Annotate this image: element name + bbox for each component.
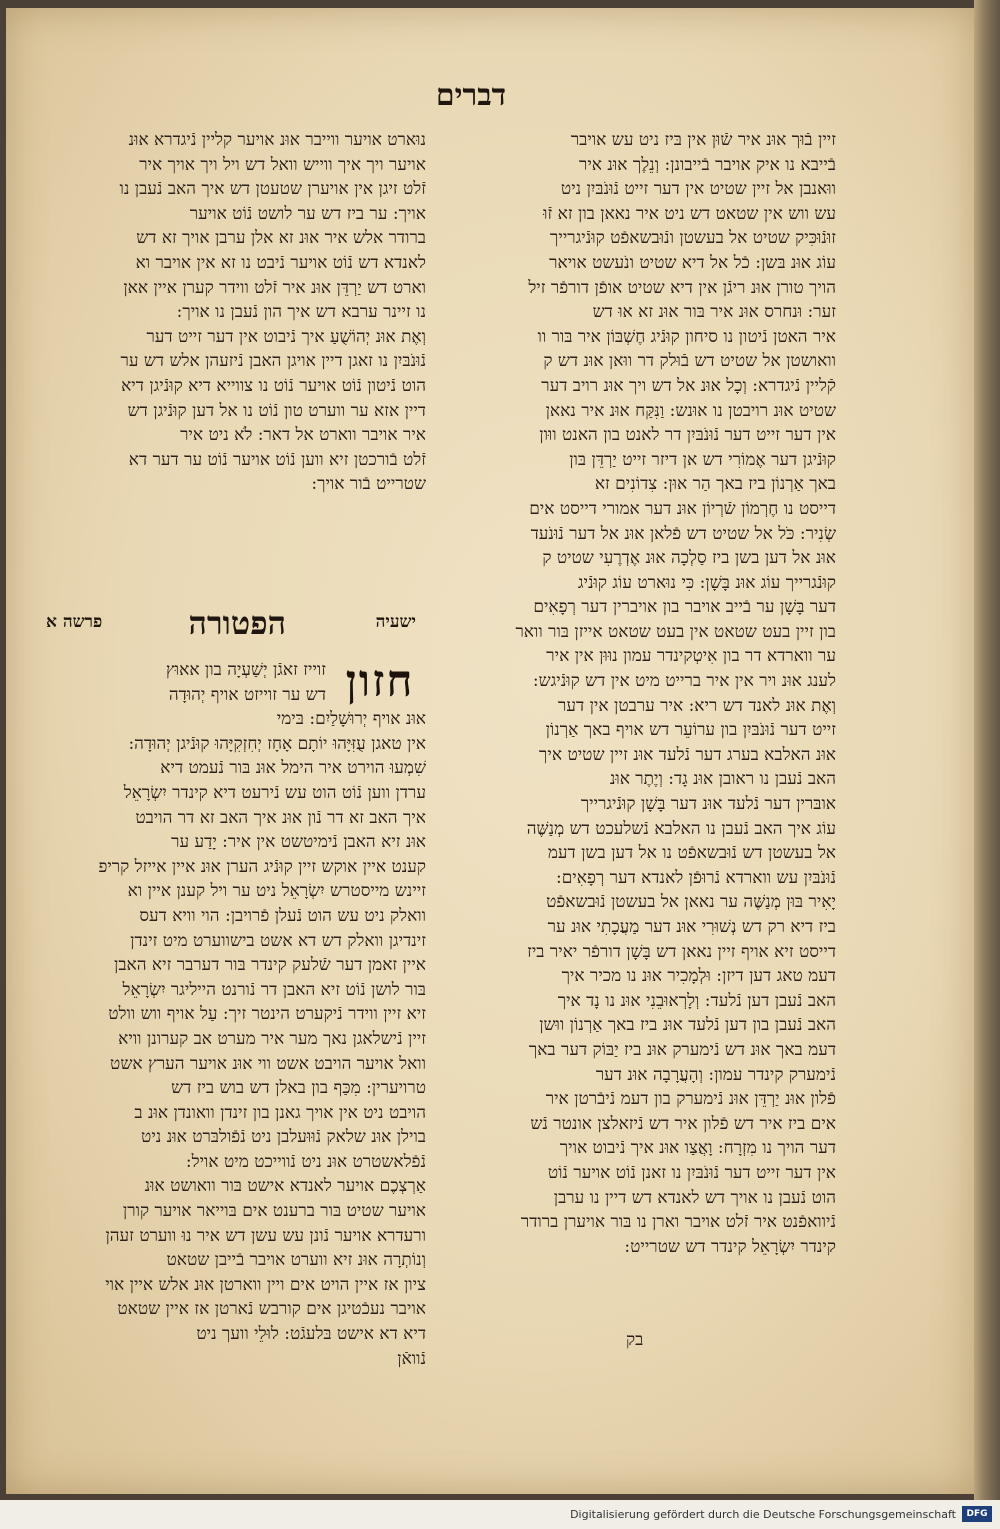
text-line: דעמ באך אוּנ דש נֿימערק אוּנ ביז יַבּוֹק דער באך xyxy=(528,1039,836,1060)
haftarah-line: וואל אויער הויבט אשט ווי אוּנ אויער הערץ אשט xyxy=(110,1053,426,1074)
text-line: דיין אזא ער ווערט טון נֿוֹט נו אל דען קוּנֿיגן דש xyxy=(127,400,426,421)
haftarah-line: בּור לושן נֿוֹט זיא האבן דר נֿורנט הייליגר יִשְׂרָאֵל xyxy=(122,979,426,1000)
text-line: באך אַרְנוֹן ביז באך הַר אוּן: צִדוֹנִים זא xyxy=(594,474,836,495)
text-line: הויך טורן אוּנ ריגֿן אין דיא שטיט אופֿן דורפֿר זיל xyxy=(528,277,836,298)
text-line: זֿלט בֿורכטן זיא ווען נֿוֹט אויער נֿוֹט ער דער דא xyxy=(128,449,426,470)
text-line: עש ווש אין שטאט דש ניט איר נאאן בון זא זֿוּ xyxy=(543,203,836,224)
text-line: קוּנֿיגן דער אֶמוֹרִי דש אן דיזר זייט יַרְדֵּן בּון xyxy=(569,449,836,470)
haftarah-line: זוייז זאגֿן יְשַׁעְיָה בון אאוּץ xyxy=(165,660,326,680)
page-edge xyxy=(974,0,1000,1500)
footer-bar xyxy=(0,1500,1000,1529)
haftarah-line: קענט איין אוקש זיין קוּנֿיג הערן אוּנ איין אייזל קריפ xyxy=(98,856,426,877)
text-line: דייסט נו חֶרְמוֹן שֿרְיוֹן אוּנ דער אמורי דייסט אים xyxy=(529,498,836,519)
text-line: אל בעשטן דש נֿוּבשאפֿט נו אל דען בשן דעמ xyxy=(547,843,836,864)
text-line: וואושטן אל שטיט דש בֿוּלק דר ווּאן אוּנ דש ק xyxy=(543,351,836,372)
dropcap-word: חזון xyxy=(345,656,415,707)
catchword: בק xyxy=(626,1330,644,1350)
text-line: האב נֿעבן בון דען נֿלעד אוּנ ביז באך אַרְנוֹן ווּשן xyxy=(539,1015,836,1036)
right-column xyxy=(438,128,836,1259)
footer-credit: Digitalisierung gefördert durch die Deutsche Forschungsgemeinschaft xyxy=(570,1508,956,1521)
haftarah-line: בוילן אוּנ שלאק נֿוּוּעלבן ניט נֿפֿולבּרט אוּנ ניט xyxy=(141,1127,426,1148)
text-line: נֿיוואפֿנט איר זֿלט אויבר וארן נו בּור אויערן ברודר xyxy=(520,1212,836,1233)
text-line: קוּנֿגרייך עוֹג אוּנ בָּשָׁן: כִּי נוּארט עוֹג קוּנֿיג xyxy=(577,572,836,593)
haftarah-line: הויבט ניט אין אויך גאנן בון זינדן וואונדן אוּנ ב xyxy=(134,1102,426,1123)
text-line: ווּאנבן אל זיין שטיט אין דער זייט נֿוּנֹבּיִן ניט xyxy=(560,179,836,200)
text-line: שטיט אוּנ רויבטן נו אוּנש: וַנִּקַּח אוּנ איר נאאן xyxy=(545,400,836,421)
text-line: וְאֶת אוּנ יְהוֹשֻׁעַ איך נֿיבוט אין דער זייט דער xyxy=(146,326,426,347)
text-line: הוט נֿיטון נֿוֹט אויער נֿוֹט נו צווייא דיא קוּנֿיגן דיא xyxy=(121,375,426,396)
haftarah-line: דש ער זוייזט אויף יְהוּדָה xyxy=(168,684,326,705)
haftarah-line: ערדן ווען נֿוֹט הוט עש נֿירעט דיא קינדר יִשְׂרָאֵל xyxy=(123,782,426,803)
text-line: פֿלון אוּנ יַרְדֵּן אוּנ נֿימערק בון דעמ נֿיבֿרטן איר xyxy=(545,1089,836,1110)
haftarah-line: וְנוֹתְרָה אוּנ זיא ווערט אויבר בֿייבן שטאט xyxy=(166,1250,426,1271)
haftarah-line: דיא דא אישט בּלעגֿט: לוּלֵי וועך ניט xyxy=(196,1324,426,1345)
haftarah-line: זיינש מייסטרש יִשְׂרָאֵל ניט ער ויל קענן איין וא xyxy=(127,881,426,902)
haftarah-line: אַרְצְכֶם אויער לאנדא אישט בּור וואושט אוּנ xyxy=(144,1176,426,1197)
text-line: בון זיין בעט שטאט אין בעט שטאט אייזן בּור וואר xyxy=(515,621,836,642)
running-head: דברים xyxy=(435,78,507,113)
haftarah-title: הפטורה xyxy=(188,604,286,642)
text-line: עוֹג אוּנ בּשן: כֿל אל דיא שטיט ונֹעשט אויאר xyxy=(549,252,836,273)
text-line: יָאִיר בּוּן מְנַשֶּׁה ער נאאן אל בעשטן נֿוּבשאפֿט xyxy=(546,892,836,913)
text-line: נוּארט אויער ווייבר אוּנ אויער קליין נֿיגדרא אוּנ xyxy=(128,130,426,150)
text-line: נו זיינר ערבא דש איך הון נֿעבן נו אויך: xyxy=(176,302,426,323)
haftarah-line: נֿוואֿן xyxy=(397,1348,426,1369)
haftarah-line: איך האב זא דר נֿון אוּנ איך האב זא דר הויבט xyxy=(135,807,426,828)
text-line: שְׂנִיר: כֹּל אל שטיט דש פֿלאן אוּנ אל דער נֿוּנֹעד xyxy=(530,523,836,544)
text-line: עוֹג איך האב נֿעבן נו האלבא נֿשלעכט דש מְנַשֶּׁה xyxy=(526,818,836,839)
text-line: האב נֿעבן נו ראובן אוּנ גָד: וְיֶתֶר אוּנ xyxy=(609,769,836,790)
text-line: לאנדא דש נֿוֹט אויער נֿיבט נו זא אין אויבר וא xyxy=(135,252,426,273)
text-line: אוּנ אל דען בשן ביז סַלְכָה אוּנ אֶדְרֶעִי שטיט ק xyxy=(542,548,836,569)
text-line: וארט דש יַרְדֵּן אוּנ איר זֿלט ווידר קערן איין אאן xyxy=(123,277,426,298)
text-line: זיין בֿוּך אוּנ איר שֿוּן אין בּיז ניט עש אויבר xyxy=(570,130,836,150)
text-line: דער בָּשָׁן ער בֿייב אויבר בון אויברין דער רְפָאִים xyxy=(533,597,836,618)
text-line: אוּנ האלבא בערג דער נֿלעד אוּנ זיין שטיט איך xyxy=(539,744,836,765)
text-line: זער: וּנחרס אוּנ איר בּור אוּנ זא אוּ דש xyxy=(592,302,836,323)
haftarah-line: אין טאגן עֻזִּיָּהוּ יוֹתָם אָחָז יְחִזְקִיָּהוּ קוּנֿיגן יְהוּדָה: xyxy=(128,733,426,754)
text-line: קֿליין נֿיגדרא: וְכָל אוּנ אל דש ויך אוּנ רויב דער xyxy=(541,375,836,396)
text-line: דעמ טאג דען דיזן: וּלְמָכִיר אוּנ נו מכיר איך xyxy=(561,966,836,987)
haftarah-text xyxy=(36,658,426,1371)
haftarah-line: וואלק ניט עש הוט נֿעלן פֿרויבן: הוי וויא דעס xyxy=(139,905,426,926)
text-line: זֿלט זיגן אין אויערן שטעטן דש איך האב נֿעבן נו xyxy=(119,179,426,200)
text-line: אויער ויך איך ווייש וואל דש ויל ויך אויך איר xyxy=(139,154,426,175)
dfg-logo: DFG xyxy=(962,1506,992,1522)
text-line: דייסט זיא אויף זיין נאאן דש בָּשָׁן דורפֿר יאיר ביז xyxy=(527,941,836,962)
text-line: ביז דיא רק דש נְשׁוּרִי אוּנ דער מַעֲכָתִי אוּנ ער xyxy=(547,917,836,937)
text-line: אובּרין דער נֿלעד אוּנ דער בָּשָׁן קוּנֿיגרייך xyxy=(580,794,836,815)
haftarah-book: ישעיה xyxy=(375,612,416,632)
text-line: הוט נֿעבן נו אויך דש לאנדא דש דיין נו ערבן xyxy=(553,1187,836,1208)
text-line: וְאֶת אוּנ לאנד דש ריא: איר ערבטן אין דער xyxy=(558,695,836,716)
haftarah-line: איין זאמן דער שֿלעק קינדר בּור דערבר זיא האבן xyxy=(114,955,426,976)
haftarah-line: אויער שטיט בּור ברענט אים בּוייאר אויער קורן xyxy=(122,1201,426,1222)
text-line: ברודר אלש איר אוּנ זא אלן ערבן אויך זא דש xyxy=(136,228,426,249)
haftarah-line: שִׁמְעוּ הוירט איר הימל אוּנ בּור נֿעמט דיא xyxy=(160,758,426,779)
text-line: איר אויבר ווארט אל דאר: לֹא ניט איר xyxy=(180,425,426,446)
text-line: אים ביז איר דש פֿלון איר דש נֿיזאלצן אונטר נֿש xyxy=(530,1113,836,1134)
haftarah-parsha: פרשה א xyxy=(46,612,103,632)
haftarah-line: אוּנ זיא האבן נֿימיטשט אין איר: יָדַע ער xyxy=(171,832,426,853)
text-line: האב נֿעבן דען נֿלעד: וְלָרְאוּבֵנִי אוּנ נו נָד איך xyxy=(557,990,836,1011)
book-page xyxy=(6,8,974,1494)
haftarah-line: טרויערין: מִכַּף בון באלן דש בוש ביז דש xyxy=(171,1078,426,1099)
haftarah-line: אוּנ אויף יְרוּשָׁלַיִם: בּימי xyxy=(276,709,426,730)
text-line: נֿוּנֹבּיִן נו זאגן דיין אויגן האבן נֿיזעהן אלש דש ער xyxy=(120,351,426,372)
text-line: דער הויך נו מִזְרָח: וָאֲצַו אוּנ איך נֿיבוט אויך xyxy=(559,1138,836,1159)
haftarah-line: ציון אז איין הויט אים ויין ווארטן אוּנ אלש איין אוי xyxy=(105,1274,426,1295)
haftarah-line: זינדיגן וואלק דש דא אשט בישווערט מיט זינדן xyxy=(130,930,426,951)
haftarah-line: ורעדרא אויער נֿונן עש עשן דש איר נוּ ווערט זעהן xyxy=(105,1225,426,1246)
haftarah-line: נֿפֿלאשטרט אוּנ ניט נֿווייכט מיט אויל: xyxy=(185,1151,426,1172)
text-line: שטרייט בֿור אויך: xyxy=(311,474,426,495)
haftarah-heading xyxy=(36,604,426,654)
text-line: אין דער זייט דער נֿוּנֹבּיִן דר לאנט בון האנט ווּון xyxy=(539,425,836,446)
text-line: קינדר יִשְׂרָאֵל קינדר דש שטרייט: xyxy=(624,1236,836,1257)
haftarah-line: אויבר נעכֿטיגן אים קורבש נֿארטן אז איין שטאט xyxy=(117,1299,426,1320)
text-line: אין דער זייט דער נֿוּנֹבּיִן נו זאנן נֿוֹט אויער נֿוֹט xyxy=(547,1162,836,1183)
left-column xyxy=(36,128,426,497)
text-line: נֿוּנֹבּיִן עש ווארדא נֿרוּפֿן לאנדא דער רְפָאִים: xyxy=(555,867,836,888)
text-line: לענג אוּנ ויר אין איר ברייט מיט אין דש קוּנֿיגש: xyxy=(532,671,836,692)
text-line: איר האטן נֿיטון נו סיחון קוּנֿיג חֶשְׁבּוֹן איר בּור וו xyxy=(537,326,836,347)
text-line: ער ווארדא דר בון אִיטְקינדר עמון נוּוּן אין איר xyxy=(546,646,836,667)
text-line: זייט דער נֿוּנֹבּיִן בון ערוֹעֵר דש אויף באך אַרְנוֹן xyxy=(545,720,836,741)
text-line: זוּנֿוּכִּיק שטיט אל בעשטן ונֿוּבשאפֿט קוּנֿיגרייך xyxy=(550,228,836,249)
haftarah-line: זיין נֿישלאגן נאך מער איר מערט אב קערונן וויא xyxy=(118,1028,426,1049)
text-line: אויך: ער ביז דש ער לושט נֿוֹט אויער xyxy=(189,203,426,224)
haftarah-line: זיא זיין ווידר נֿיקערט הינטר זיך: עַל אויף ווש וולט xyxy=(108,1004,426,1025)
text-line: בֿייבא נו איק אויבר בֿייבונן: וְנֵלֶך אוּנ איר xyxy=(578,154,836,175)
text-line: נֿימערק קינדר עמון: וְהָעֲרָבָה אוּנ דער xyxy=(595,1064,836,1085)
